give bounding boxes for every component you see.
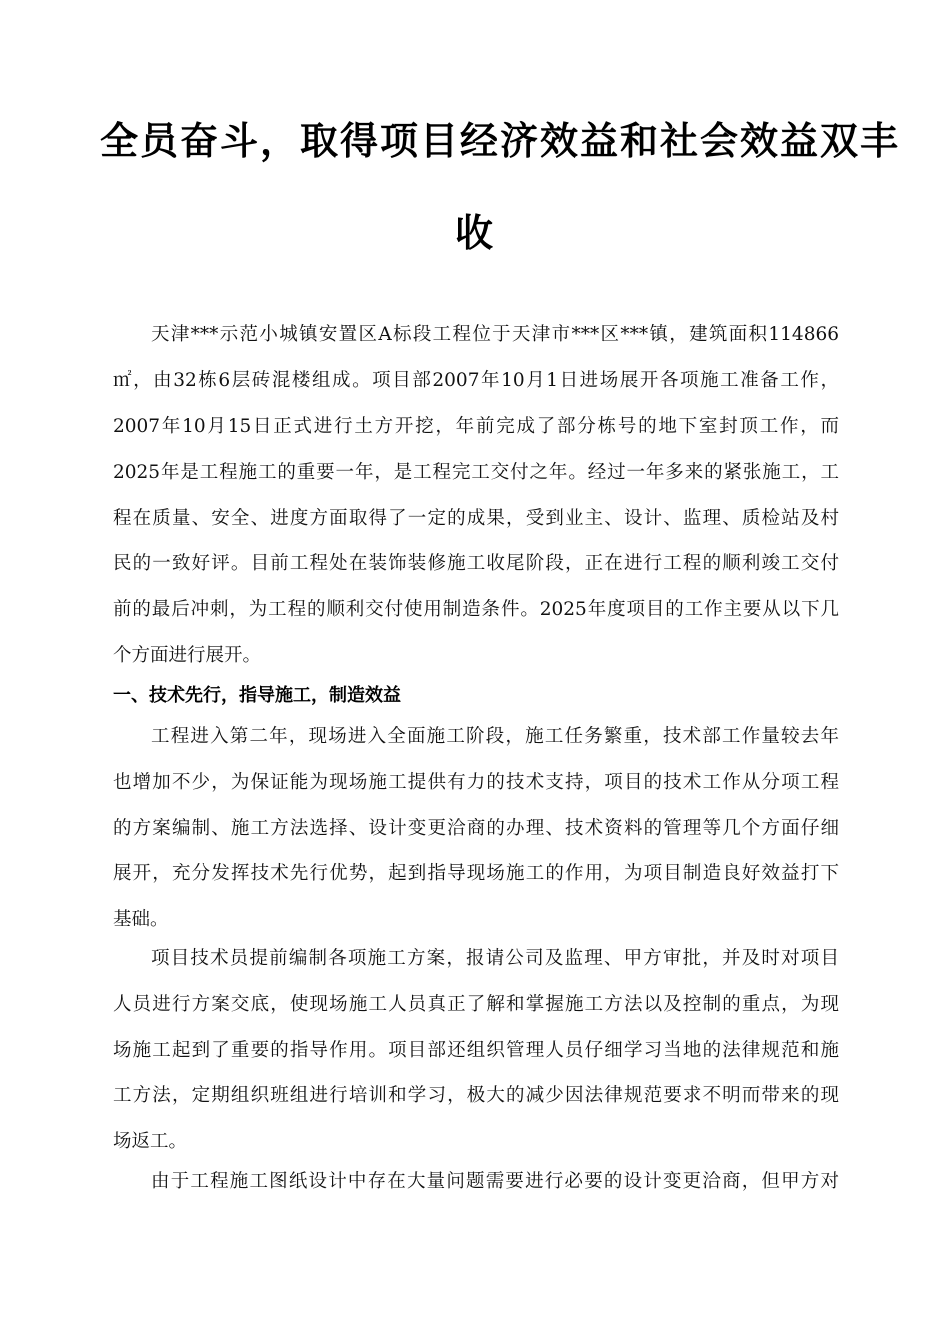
paragraph-2-line-5: 基础。 — [113, 909, 169, 930]
paragraph-2-line-3: 的方案编制、施工方法选择、设计变更洽商的办理、技术资料的管理等几个方面仔细 — [113, 818, 839, 839]
paragraph-2-line-4: 展开，充分发挥技术先行优势，起到指导现场施工的作用，为项目制造良好效益打下 — [113, 863, 839, 884]
paragraph-4-line-1: 由于工程施工图纸设计中存在大量问题需要进行必要的设计变更洽商，但甲方对 — [151, 1171, 839, 1192]
document-title-line-1: 全员奋斗，取得项目经济效益和社会效益双丰 — [100, 119, 901, 163]
paragraph-2-line-2: 也增加不少，为保证能为现场施工提供有力的技术支持，项目的技术工作从分项工程 — [113, 772, 839, 793]
paragraph-1-line-8: 个方面进行展开。 — [113, 645, 262, 666]
document-title-line-2: 收 — [454, 211, 495, 255]
paragraph-3-line-2: 人员进行方案交底，使现场施工人员真正了解和掌握施工方法以及控制的重点，为现 — [113, 994, 839, 1015]
paragraph-3-line-3: 场施工起到了重要的指导作用。项目部还组织管理人员仔细学习当地的法律规范和施 — [113, 1040, 839, 1061]
section-1-heading: 一、技术先行，指导施工，制造效益 — [113, 685, 401, 706]
paragraph-2-line-1: 工程进入第二年，现场进入全面施工阶段，施工任务繁重，技术部工作量较去年 — [151, 726, 839, 747]
paragraph-1-line-6: 民的一致好评。目前工程处在装饰装修施工收尾阶段，正在进行工程的顺利竣工交付 — [113, 553, 839, 574]
paragraph-3-line-5: 场返工。 — [113, 1131, 188, 1152]
paragraph-1-line-5: 程在质量、安全、进度方面取得了一定的成果，受到业主、设计、监理、质检站及村 — [113, 508, 839, 529]
paragraph-3-line-4: 工方法，定期组织班组进行培训和学习，极大的减少因法律规范要求不明而带来的现 — [113, 1085, 839, 1106]
paragraph-1-line-2: ㎡，由32栋6层砖混楼组成。项目部2007年10月1日进场展开各项施工准备工作， — [113, 370, 839, 391]
paragraph-1-line-4: 2025年是工程施工的重要一年，是工程完工交付之年。经过一年多来的紧张施工，工 — [113, 462, 839, 483]
paragraph-3-line-1: 项目技术员提前编制各项施工方案，报请公司及监理、甲方审批，并及时对项目 — [151, 948, 839, 969]
paragraph-1-line-1: 天津***示范小城镇安置区A标段工程位于天津市***区***镇，建筑面积114866 — [151, 324, 839, 345]
paragraph-1-line-3: 2007年10月15日正式进行土方开挖，年前完成了部分栋号的地下室封顶工作，而 — [113, 416, 839, 437]
paragraph-1-line-7: 前的最后冲刺，为工程的顺利交付使用制造条件。2025年度项目的工作主要从以下几 — [113, 599, 839, 620]
